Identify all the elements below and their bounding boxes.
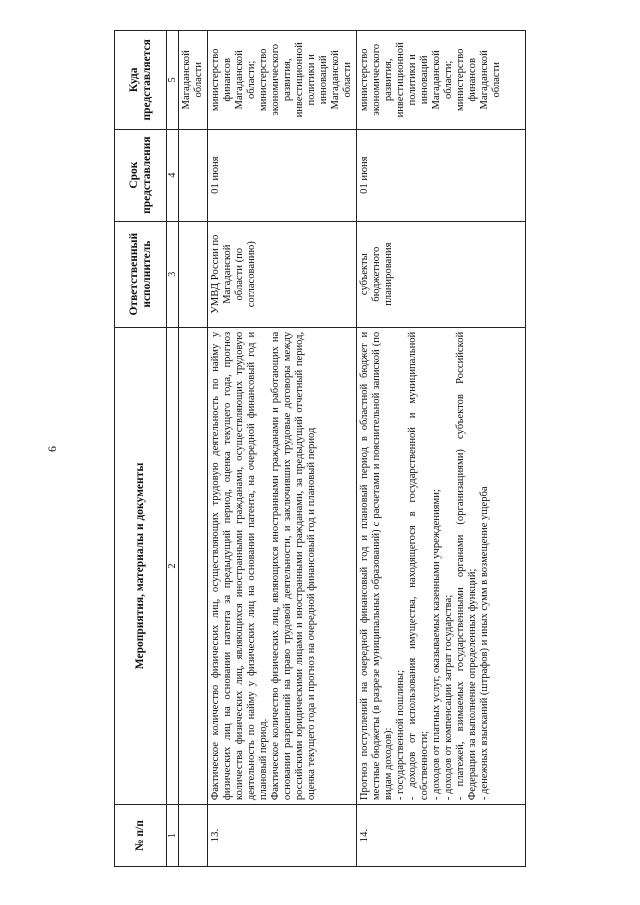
row-text: Фактическое количество физических лиц, осуществляющих трудовую деятельность по найму у физических лиц на основании патента за предыдущий период, оценка текущего года, прогноз количества физических лиц, являющихся иностранными гражданами, осуществляющих трудовую деятельность по найму у физических лиц на основании патента, на очередной финансовый год и плановый период. xyxy=(210,331,269,801)
row-destination: министерство экономического развития, инвестиционной политики и инноваций Магаданской области; министерство финансов Магаданской области xyxy=(357,31,526,130)
header-executor: Ответственный исполнитель xyxy=(115,221,167,327)
row-destination: министерство финансов Магаданской области; министерство экономического развития, инвестиционной политики и инноваций Магаданской области xyxy=(208,31,357,130)
row-deadline: 01 июня xyxy=(357,129,526,221)
index-cell: 4 xyxy=(167,129,179,221)
row-number: 13. xyxy=(208,805,357,867)
list-item: - доходов от платных услуг, оказываемых казенными учреждениями; xyxy=(431,489,442,801)
rotated-page-content xyxy=(114,30,526,867)
table-row xyxy=(208,31,357,867)
row-deadline: 01 июня xyxy=(208,129,357,221)
header-destination: Куда представляется xyxy=(115,31,167,130)
table-header-row xyxy=(115,31,167,867)
list-item: - государственной пошлины; xyxy=(395,670,406,801)
index-cell: 1 xyxy=(167,805,179,867)
row-description xyxy=(357,327,526,804)
row-executor: УМВД России по Магаданской области (по согласованию) xyxy=(208,221,357,327)
row-description xyxy=(208,327,357,804)
list-item: - платежей, взимаемых государственными органами (организациями) субъектов Российской Федерации за выполнение определенных функций; xyxy=(455,331,478,801)
measures-table xyxy=(114,30,526,867)
header-measures: Мероприятия, материалы и документы xyxy=(115,327,167,804)
continuation-destination: Магаданской области xyxy=(179,31,208,130)
continuation-row xyxy=(179,31,208,867)
index-cell: 2 xyxy=(167,327,179,804)
list-item: - доходов от компенсации затрат государства; xyxy=(443,594,454,801)
page-number: 6 xyxy=(45,446,59,452)
row-number: 14. xyxy=(357,805,526,867)
list-item: - доходов от использования имущества, находящегося в государственной и муниципальной собственности; xyxy=(407,331,430,801)
header-num: № п/п xyxy=(115,805,167,867)
row-executor: субъекты бюджетного планирования xyxy=(357,221,526,327)
index-cell: 3 xyxy=(167,221,179,327)
list-item: - денежных взысканий (штрафов) и иных сумм в возмещение ущерба xyxy=(479,486,490,801)
table-row xyxy=(357,31,526,867)
row-text: Фактическое количество физических лиц, являющихся иностранными гражданами и работающих на основании разрешений на право трудовой деятельности, и заключивших трудовые договоры между российскими юридическими лицами и иностранными гражданами, за предыдущий отчетный период, оценка текущего года и прогноз на очередной финансовый год и плановый период xyxy=(270,331,317,801)
header-deadline: Срок представления xyxy=(115,129,167,221)
table-index-row xyxy=(167,31,179,867)
index-cell: 5 xyxy=(167,31,179,130)
row-text: Прогноз поступлений на очередной финансовый год и плановый период в областной бюджет и местные бюджеты (в разрезе муниципальных образований) с расчетами и пояснительной запиской (по видам доходов): xyxy=(359,331,394,801)
